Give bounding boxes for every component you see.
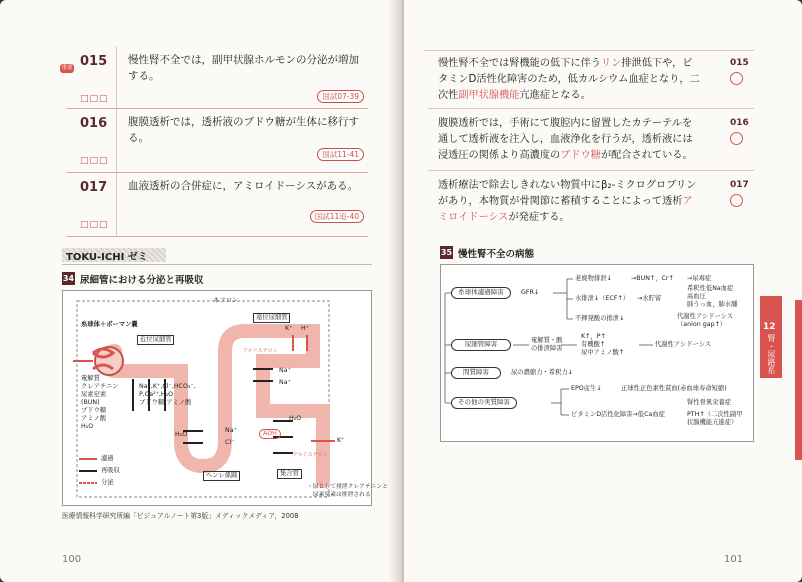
answer-015 [428,56,758,104]
node-waste: 老廃物排泄↓ [575,275,612,282]
node-epo: EPO産生↓ [571,385,602,392]
question-text: 血液透析の合併症に，アミロイドーシスがある。 [128,180,359,192]
answer-number: 015 [730,58,749,68]
exam-tag: 国試11追-40 [310,210,364,223]
node-water: 水排泄↓（ECF↑） [575,295,630,302]
question-number: 015 [80,54,108,69]
node-vitd: ビタミンD活性化障害→低Ca血症 [571,411,665,418]
question-number: 016 [80,116,108,131]
label-distal: 遠位尿細管 [253,313,290,323]
chapter-label: 腎・尿路系 [767,334,776,374]
figure-number: 35 [440,248,453,257]
question-016 [66,108,368,173]
label-filtrate: 電解質 クレアチニン 尿素窒素 (BUN) ブドウ糖 アミノ酸 H₂O [81,375,119,430]
legend-filtration: 濾過 [101,455,114,462]
label-proximal: 近位尿細管 [137,335,174,345]
section-header: TOKU-ICHI ゼミ [66,252,148,263]
check-boxes[interactable]: □□□ [80,156,109,166]
label-nephron: ネフロン [213,297,239,304]
label-h2o-1: H₂O [175,431,188,438]
label-henle: ヘンレ係蹄 [203,471,240,481]
figure-title: 慢性腎不全の病態 [458,249,535,260]
node-electrolyte: 電解質・酸 の排泄障害 [531,337,563,352]
label-k-secretion: K⁺ [337,437,345,444]
question-text: 慢性腎不全では，副甲状腺ホルモンの分泌が増加する。 [128,54,359,82]
label-aldosterone-2: アルドステロン [293,452,328,458]
node-acidosis-2: 代謝性アシドーシス [655,341,712,348]
node-tubular: 尿細管障害 [451,339,511,351]
figure-source: 医療情報科学研究所編「ビジュアルノート第3版」メディックメディア，2008 [62,512,299,520]
answer-number: 016 [730,118,749,128]
answer-separator [428,170,754,171]
node-osteo: 腎性骨異栄養症 [687,399,732,406]
answer-number: 017 [730,180,749,190]
node-interstitial: 間質障害 [451,367,501,379]
node-acidosis-1: 代謝性アシドーシス （anion gap↑） [677,313,734,328]
section-header-bg [62,248,166,262]
node-gfr: GFR↓ [521,289,540,296]
page-number-left: 100 [62,554,82,565]
label-glomerulus: 糸球体＋ボーマン嚢 [81,321,138,328]
node-concentration: 尿の濃縮力・希釈力↓ [511,369,573,376]
figure-number: 34 [62,274,75,283]
label-h: H⁺ [301,325,310,332]
page-number-right: 101 [724,554,744,565]
nephron-figure [62,290,388,506]
ckd-pathology-figure [440,264,754,442]
right-page [404,0,802,582]
question-number: 017 [80,180,108,195]
figure-title: 尿細管における分泌と再吸収 [80,275,204,286]
node-uremia: →尿毒症 [687,275,712,282]
node-water-retention: →水貯留 [637,295,662,302]
node-kp: K↑，P↑ 有機酸↑ 尿中アミノ酸↑ [581,333,625,356]
answer-text: 腹膜透析では，手術にて腹腔内に留置したカテーテルを通して透析液を注入し，血液浄化を行うが，透析液には浸透圧の関係より高濃度のブドウ糖が配合されている。 [438,118,693,161]
legend-secretion: 分泌 [101,479,114,486]
node-anemia: 正球性正色素性貧血(赤血球寿命短縮) [621,385,727,392]
node-acid: 不揮発酸の排泄↓ [575,315,625,322]
important-badge: 重要 [61,65,73,71]
chapter-number: 12 [763,322,776,332]
label-adh: ADH [259,429,281,439]
top-rule [424,50,754,51]
label-h2o-2: H₂O [289,415,302,422]
node-water-effects: 希釈性低Na血症 高血圧 肺うっ血，肺水腫 [687,285,738,308]
question-015 [66,46,368,109]
label-proximal-reabsorption: Na⁺,K⁺,Cl⁻,HCO₃⁻, P,Ca²⁺,H₂O ブドウ糖,アミノ酸 [139,383,196,406]
label-cl: Cl⁻ [225,439,235,446]
answer-016 [428,116,758,164]
check-boxes[interactable]: □□□ [80,94,109,104]
node-bun: →BUN↑，Cr↑ [631,275,674,282]
answer-text: 透析療法で除去しきれない物質中にβ₂-ミクログロブリンがあり，本物質が骨関節に蓄積することによって透析アミロイドーシスが発症する。 [438,180,697,223]
question-text: 腹膜透析では，透析液のブドウ糖が生体に移行する。 [128,116,359,144]
label-urine-note: ・尿として排泄クレアチニンと 尿素窒素は排泄される [307,484,388,498]
label-k: K⁺ [285,325,293,332]
label-na-3: Na⁺ [225,427,237,434]
node-other: その他の実質障害 [451,397,517,409]
chapter-tab[interactable] [760,296,782,378]
label-collecting: 集合管 [277,469,302,479]
legend-reabsorption: 再吸収 [101,467,120,474]
correct-circle-icon [730,72,743,85]
node-pth: PTH↑（二次性副甲 状腺機能亢進症） [687,411,743,426]
section-rule [62,264,372,265]
question-017 [66,172,368,237]
exam-tag: 国試07-39 [317,90,364,103]
check-boxes[interactable]: □□□ [80,220,109,230]
label-na-2: Na⁺ [279,379,291,386]
label-na-1: Na⁺ [279,367,291,374]
correct-circle-icon [730,194,743,207]
label-aldosterone-1: アルドステロン [243,348,278,354]
exam-tag: 国試11-41 [317,148,364,161]
chapter-edge-strip [795,300,802,460]
answer-text: 慢性腎不全では腎機能の低下に伴うリン排泄低下や，ビタミンD活性化障害のため，低カルシウム血症となり，二次性副甲状腺機能亢進症となる。 [438,58,700,101]
answer-017 [428,178,758,226]
node-glomerular: 糸球体濾過障害 [451,287,511,299]
answer-separator [428,108,754,109]
correct-circle-icon [730,132,743,145]
